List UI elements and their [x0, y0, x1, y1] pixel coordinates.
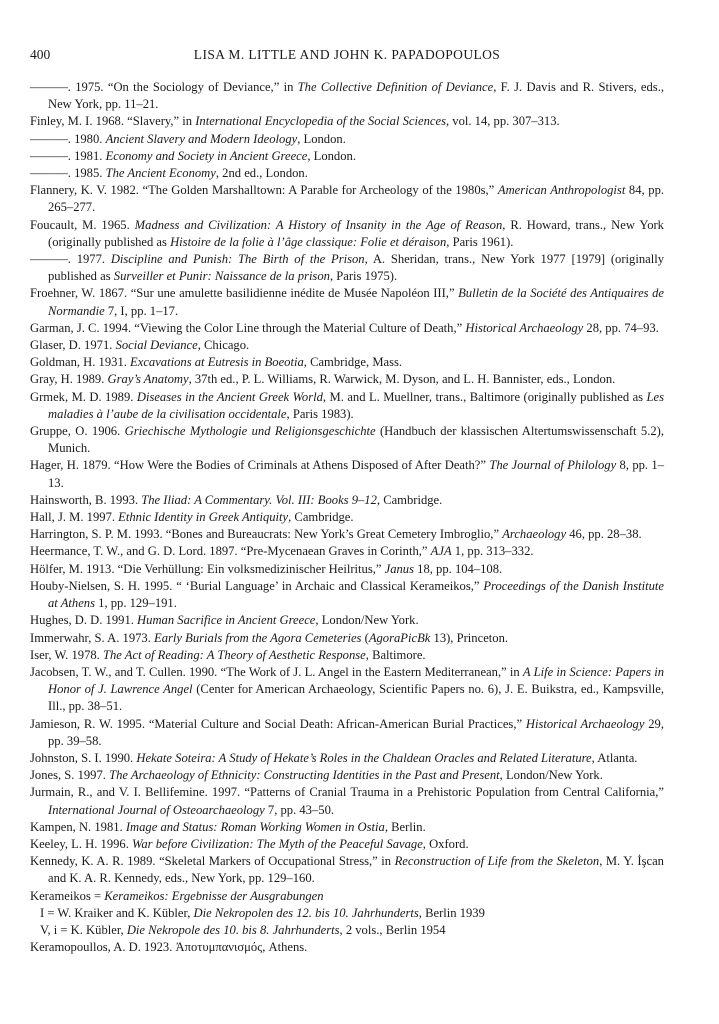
entry-text: Keeley, L. H. 1996.	[30, 836, 133, 851]
entry-text: Heermance, T. W., and G. D. Lord. 1897. “Pre-Mycenaean Graves in Corinth,”	[30, 544, 431, 559]
entry-text: ———. 1975. “On the Sociology of Deviance,” in	[30, 80, 298, 94]
entry-text: Flannery, K. V. 1982. “The Golden Marshalltown: A Parable for Archeology of the 1980s,”	[30, 183, 498, 198]
entry-text: Keramopoullos, A. D. 1923.	[30, 940, 176, 955]
entry-title: The Collective Definition of Deviance	[297, 80, 494, 94]
entry-text: ———. 1981.	[30, 148, 106, 163]
entry-text: , F. J. Davis and R. Stivers, eds., New York, pp. 11–21.	[48, 80, 664, 112]
entry-text: , Cambridge, Mass.	[303, 355, 403, 370]
entry-title: Reconstruction of Life from the Skeleton	[394, 854, 600, 869]
bibliography-entry	[30, 217, 664, 251]
bibliography-entry	[30, 630, 664, 647]
bibliography-entry	[30, 561, 664, 578]
entry-title: Image and Status: Roman Working Women in Ostia	[125, 819, 385, 834]
entry-text: 1, pp. 313–332.	[451, 544, 534, 559]
entry-text: Ἀποτυμπανισμός	[175, 940, 263, 955]
entry-text: (	[361, 630, 369, 645]
entry-text: Jacobsen, T. W., and T. Cullen. 1990. “The Work of J. L. Angel in the Eastern Mediterranean,” in	[30, 664, 523, 679]
entry-text: Hölfer, M. 1913. “Die Verhüllung: Ein volksmedizinischer Heilritus,”	[30, 561, 385, 576]
entry-text: Kampen, N. 1981.	[30, 819, 126, 834]
bibliography-entry	[30, 939, 664, 956]
entry-text: 8, pp. 1–13.	[48, 458, 664, 490]
entry-text: , Cambridge.	[288, 510, 354, 525]
entry-title: Kerameikos: Ergebnisse der Ausgrabungen	[104, 888, 324, 903]
bibliography-entry	[30, 767, 664, 784]
entry-title: Die Nekropole des 10. bis 8. Jahrhunderts	[126, 922, 340, 937]
entry-title: A Life in Science: Papers in Honor of J. Lawrence Angel	[48, 664, 664, 697]
entry-text: (Handbuch der klassischen Altertumswissenschaft 5.2), Munich.	[48, 424, 664, 456]
bibliography-entry	[30, 320, 664, 337]
entry-title: Histoire de la folie à l’âge classique: Folie et déraison	[170, 234, 447, 249]
bibliography-entry	[30, 492, 664, 509]
entry-text: , Atlanta.	[591, 750, 638, 765]
entry-text: Kennedy, K. A. R. 1989. “Skeletal Markers of Occupational Stress,” in	[30, 854, 395, 869]
entry-title: The Archaeology of Ethnicity: Constructing Identities in the Past and Present	[109, 768, 500, 783]
entry-text: , Chicago.	[197, 338, 250, 353]
entry-text: , Paris 1983).	[286, 406, 354, 421]
entry-text: Johnston, S. I. 1990.	[30, 750, 137, 765]
entry-title: Janus	[384, 561, 415, 576]
bibliography-entry	[30, 423, 664, 457]
entry-text: , Paris 1975).	[329, 269, 398, 284]
entry-text: ———. 1980.	[30, 131, 106, 146]
entry-text: , A. Sheridan, trans., New York 1977 [1979] (originally published as	[48, 252, 665, 284]
bibliography-entry	[30, 716, 664, 750]
bibliography-entry	[30, 371, 664, 388]
bibliography-entry	[30, 251, 664, 285]
entry-text: 18, pp. 104–108.	[414, 561, 503, 576]
entry-text: Glaser, D. 1971.	[30, 338, 116, 353]
bibliography-entry	[30, 543, 664, 560]
entry-text: , 2nd ed., London.	[215, 166, 308, 181]
entry-title: The Iliad: A Commentary. Vol. III: Books 9–12	[141, 492, 377, 507]
entry-text: I = W. Kraiker and K. Kübler,	[40, 905, 194, 920]
entry-title: Ethnic Identity in Greek Antiquity	[118, 510, 289, 525]
entry-title: International Journal of Osteoarchaeology	[48, 802, 265, 817]
entry-text: , Berlin.	[384, 819, 426, 834]
bibliography-entry	[30, 819, 664, 836]
entry-text: , Cambridge.	[376, 492, 443, 507]
entry-text: , Oxford.	[422, 836, 469, 851]
entry-text: 29, pp. 39–58.	[48, 716, 664, 748]
entry-title: Historical Archaeology	[465, 320, 584, 335]
entry-title: Social Deviance	[115, 338, 198, 353]
entry-title: Historical Archaeology	[525, 716, 645, 731]
bibliography-entry	[30, 922, 664, 939]
bibliography-entry	[30, 664, 664, 716]
bibliography-entry	[30, 337, 664, 354]
entry-text: 84, pp. 265–277.	[48, 183, 665, 215]
entry-text: , London.	[297, 131, 346, 146]
entry-text: 28, pp. 74–93.	[583, 320, 659, 335]
bibliography-entry	[30, 113, 664, 130]
entry-text: Jamieson, R. W. 1995. “Material Culture and Social Death: African-American Burial Practices,”	[30, 716, 526, 731]
entry-title: War before Civilization: The Myth of the Peaceful Savage	[132, 836, 423, 851]
entry-title: Bulletin de la Société des Antiquaires de Normandie	[48, 286, 664, 318]
bibliography-entry	[30, 131, 664, 148]
bibliography-entry	[30, 285, 664, 319]
entry-title: Human Sacrifice in Ancient Greece	[137, 613, 316, 628]
entry-text: , London.	[307, 148, 356, 163]
entry-title: The Journal of Philology	[489, 458, 617, 473]
entry-text: Hainsworth, B. 1993.	[30, 492, 142, 507]
running-head: LISA M. LITTLE AND JOHN K. PAPADOPOULOS	[193, 47, 501, 62]
bibliography-entry	[30, 148, 664, 165]
entry-text: , R. Howard, trans., New York (originally published as	[48, 217, 664, 249]
entry-title: Diseases in the Ancient Greek World	[136, 389, 323, 404]
entry-text: Gray, H. 1989.	[30, 372, 108, 387]
entry-text: Jones, S. 1997.	[30, 768, 110, 783]
entry-title: AgoraPicBk	[368, 630, 431, 645]
entry-text: 7, I, pp. 1–17.	[104, 303, 179, 318]
entry-title: Excavations at Eutresis in Boeotia	[130, 355, 304, 370]
bibliography-entry	[30, 79, 664, 113]
entry-title: Gray’s Anatomy	[107, 372, 189, 387]
entry-title: Hekate Soteira: A Study of Hekate’s Roles in the Chaldean Oracles and Related Literature	[136, 750, 592, 765]
entry-text: V, i = K. Kübler,	[40, 922, 127, 937]
entry-text: , 37th ed., P. L. Williams, R. Warwick, M. Dyson, and L. H. Bannister, eds., London.	[188, 372, 616, 387]
entry-text: , Berlin 1939	[418, 905, 485, 920]
entry-text: 1, pp. 129–191.	[95, 596, 177, 611]
entry-title: American Anthropologist	[497, 183, 626, 198]
entry-text: Hughes, D. D. 1991.	[30, 613, 138, 628]
entry-text: Goldman, H. 1931.	[30, 355, 131, 370]
entry-text: Foucault, M. 1965.	[30, 217, 135, 232]
entry-text: Finley, M. I. 1968. “Slavery,” in	[30, 114, 196, 129]
bibliography-entry	[30, 578, 664, 612]
entry-text: Froehner, W. 1867. “Sur une amulette basilidienne inédite de Musée Napoléon III,”	[30, 286, 459, 301]
entry-text: , Paris 1961).	[446, 234, 514, 249]
entry-text: ———. 1977.	[30, 252, 111, 267]
bibliography-entry	[30, 853, 664, 887]
entry-text: Harrington, S. P. M. 1993. “Bones and Bureaucrats: New York’s Great Cemetery Imbroglio,”	[30, 527, 503, 542]
bibliography-entry	[30, 784, 664, 818]
entry-title: Discipline and Punish: The Birth of the Prison	[110, 252, 365, 267]
bibliography-entry	[30, 182, 664, 216]
entry-text: Grmek, M. D. 1989.	[30, 389, 137, 404]
entry-text: Hager, H. 1879. “How Were the Bodies of Criminals at Athens Disposed of After Death?”	[30, 458, 490, 473]
entry-text: , vol. 14, pp. 307–313.	[445, 114, 560, 129]
entry-title: International Encyclopedia of the Social Sciences	[195, 114, 446, 129]
bibliography-entry	[30, 905, 664, 922]
entry-text: Jurmain, R., and V. I. Bellifemine. 1997. “Patterns of Cranial Trauma in a Prehistoric Population from Central California,”	[30, 785, 664, 800]
entry-text: ———. 1985.	[30, 166, 106, 181]
bibliography-entry	[30, 457, 664, 491]
entry-text: , M. Y. İşcan and K. A. R. Kennedy, eds., New York, pp. 129–160.	[48, 854, 664, 886]
bibliography-entry	[30, 647, 664, 664]
entry-text: (Center for American Archaeology, Scientific Papers no. 6), J. E. Buikstra, ed., Kampsville, Ill., pp. 38–51.	[48, 682, 664, 714]
entry-title: Ancient Slavery and Modern Ideology	[105, 131, 298, 146]
bibliography-entry	[30, 165, 664, 182]
bibliography-entry	[30, 509, 664, 526]
entry-title: Griechische Mythologie und Religionsgeschichte	[124, 424, 376, 439]
bibliography-entry	[30, 526, 664, 543]
page-number: 400	[30, 47, 51, 62]
entry-title: Proceedings of the Danish Institute at Athens	[48, 578, 665, 611]
entry-title: Die Nekropolen des 12. bis 10. Jahrhunderts	[193, 905, 419, 920]
entry-text: Iser, W. 1978.	[30, 647, 103, 662]
entry-title: Surveiller et Punir: Naissance de la prison	[113, 269, 330, 284]
bibliography-entry	[30, 612, 664, 629]
bibliography-entry	[30, 836, 664, 853]
entry-title: Economy and Society in Ancient Greece	[105, 148, 308, 163]
entry-text: 7, pp. 43–50.	[264, 802, 335, 817]
bibliography-list	[30, 79, 664, 956]
entry-title: Early Burials from the Agora Cemeteries	[154, 630, 362, 645]
entry-title: Archaeology	[502, 527, 567, 542]
entry-text: , M. and L. Muellner, trans., Baltimore (originally published as	[322, 389, 647, 404]
entry-text: Gruppe, O. 1906.	[30, 424, 125, 439]
entry-text: , London/New York.	[315, 613, 419, 628]
entry-title: AJA	[430, 544, 452, 559]
entry-title: The Act of Reading: A Theory of Aesthetic Response	[102, 647, 366, 662]
entry-text: Hall, J. M. 1997.	[30, 510, 119, 525]
bibliography-entry	[30, 750, 664, 767]
entry-title: Les maladies à l’aube de la civilisation occidentale	[48, 389, 665, 421]
entry-text: Immerwahr, S. A. 1973.	[30, 630, 155, 645]
page-header	[30, 47, 664, 67]
entry-text: , London/New York.	[499, 768, 603, 783]
entry-text: 13), Princeton.	[430, 630, 509, 645]
bibliography-entry	[30, 888, 664, 905]
bibliography-entry	[30, 389, 664, 423]
entry-text: 46, pp. 28–38.	[566, 527, 642, 542]
entry-text: , 2 vols., Berlin 1954	[339, 922, 446, 937]
entry-text: , Athens.	[262, 940, 308, 955]
entry-text: , Baltimore.	[365, 647, 426, 662]
entry-text: Kerameikos =	[30, 888, 105, 903]
entry-title: The Ancient Economy	[105, 166, 216, 181]
entry-text: Garman, J. C. 1994. “Viewing the Color Line through the Material Culture of Death,”	[30, 320, 466, 335]
entry-title: Madness and Civilization: A History of Insanity in the Age of Reason	[134, 217, 503, 232]
entry-text: Houby-Nielsen, S. H. 1995. “ ‘Burial Language’ in Archaic and Classical Kerameikos,”	[30, 578, 484, 593]
bibliography-entry	[30, 354, 664, 371]
